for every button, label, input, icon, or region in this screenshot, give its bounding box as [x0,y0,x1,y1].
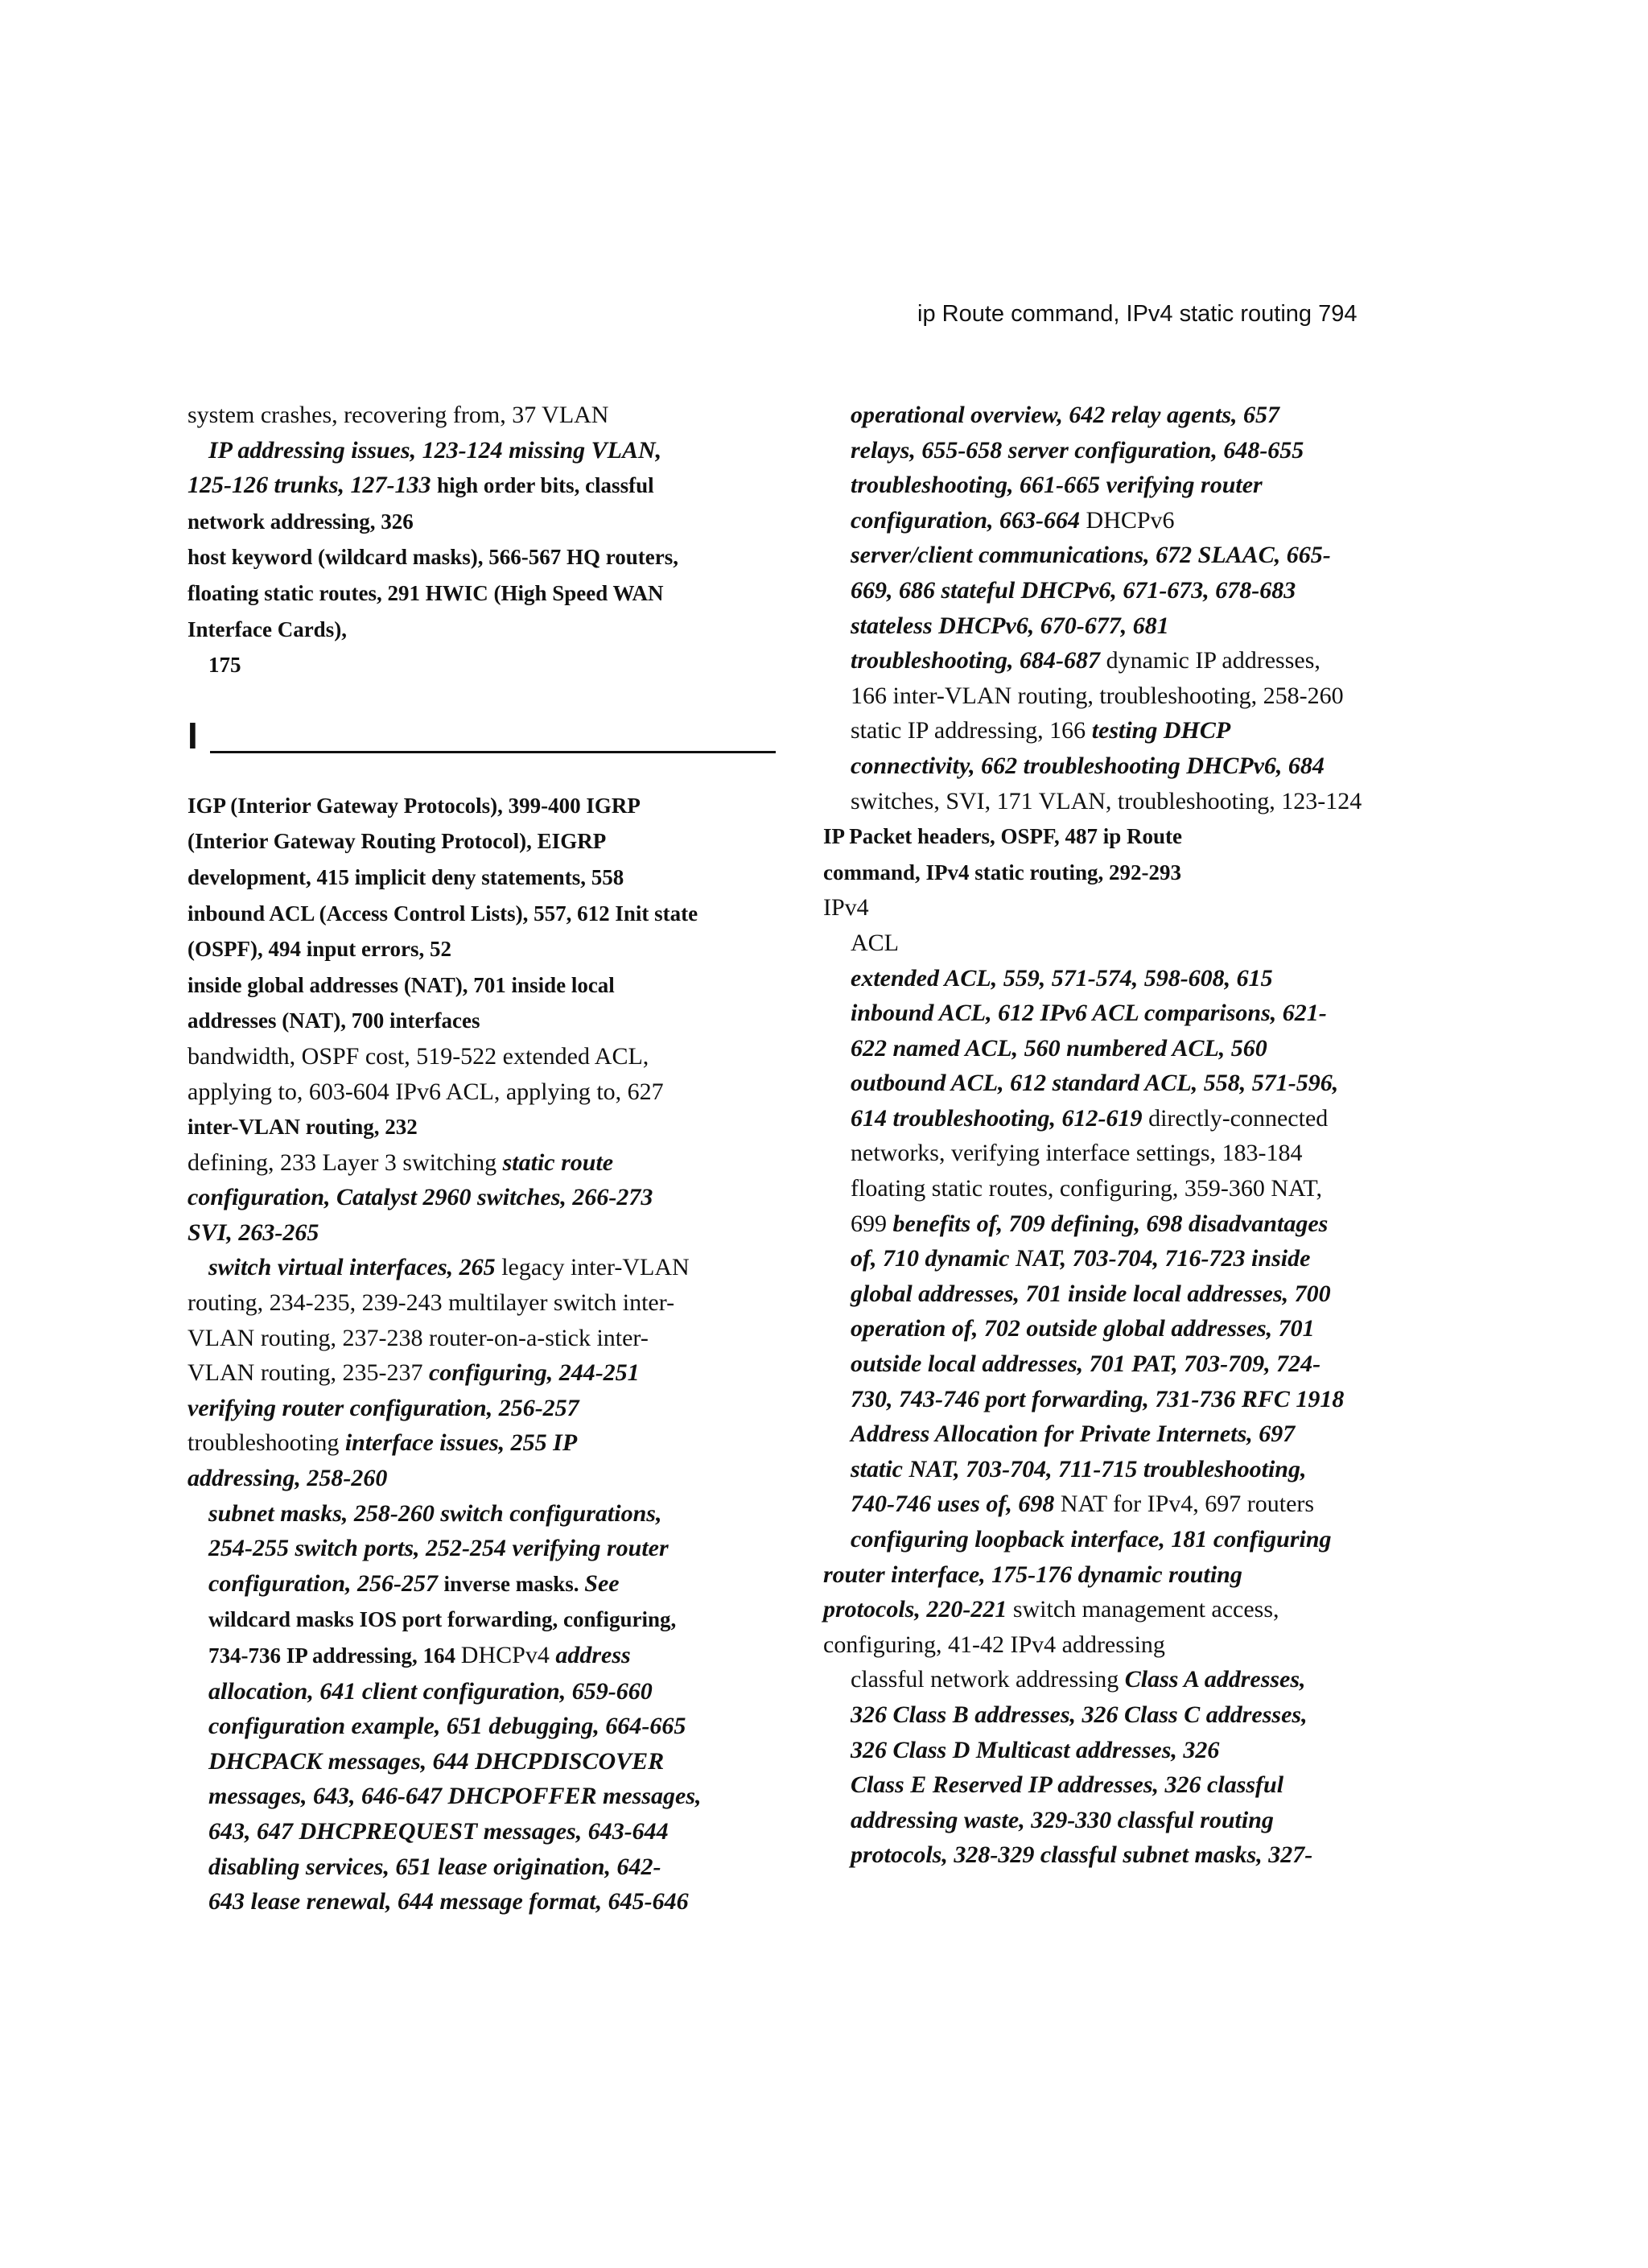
index-line [187,1355,767,1391]
index-line [823,1346,1435,1382]
index-line-text: static NAT, 703-704, 711-715 troubleshooting, [851,1455,1307,1482]
index-line [187,1039,767,1074]
index-line [823,573,1435,608]
index-line-text: configuration, Catalyst 2960 switches, 266-273 [187,1184,653,1211]
index-line [823,890,1435,926]
index-line [823,1592,1435,1627]
index-line [187,1145,767,1181]
index-line [187,1602,767,1638]
index-line [187,1496,767,1532]
index-line-text: 622 named ACL, 560 numbered ACL, 560 [851,1034,1267,1062]
index-line [187,1779,767,1814]
index-line-text: classful network addressing [851,1666,1125,1693]
index-line [823,1171,1435,1206]
index-line [823,784,1435,819]
index-line-text: floating static routes, configuring, 359-360 NAT, [851,1175,1322,1202]
index-line [823,643,1435,678]
index-line-text: troubleshooting [187,1429,345,1457]
index-line [823,926,1435,961]
index-line [823,1837,1435,1873]
index-line-text: configuration example, 651 debugging, 664-665 [208,1713,686,1740]
index-line-text: IGP (Interior Gateway Protocols), 399-400 IGRP [187,793,641,818]
index-line-text: floating static routes, 291 HWIC (High Speed WAN [187,580,664,605]
index-line-text: Class E Reserved IP addresses, 326 classful [851,1771,1284,1799]
index-line [187,468,767,504]
index-line-text: troubleshooting, 684-687 [851,647,1106,674]
index-line [187,1321,767,1356]
index-line-text: 643 lease renewal, 644 message format, 645-646 [208,1888,689,1915]
index-line-text: ACL [851,929,899,956]
index-line-text: switches, SVI, 171 VLAN, troubleshooting, 123-124 [851,787,1362,814]
index-line-text: inverse masks. [443,1571,585,1596]
index-line-text: addresses (NAT), 700 interfaces [187,1008,480,1033]
index-line [823,819,1435,855]
index-line [823,1382,1435,1417]
index-line-text: stateless DHCPv6, 670-677, 681 [851,612,1169,639]
index-line [823,1803,1435,1838]
index-line-text: inbound ACL, 612 IPv6 ACL comparisons, 621- [851,1000,1327,1027]
index-line [823,1487,1435,1522]
index-line-text: 643, 647 DHCPREQUEST messages, 643-644 [208,1817,669,1845]
index-line-text: subnet masks, 258-260 switch configurations, [208,1499,662,1527]
index-line [187,398,767,433]
index-line-text: extended ACL, 559, 571-574, 598-608, 615 [851,964,1273,992]
index-line-text: disabling services, 651 lease origination, 642- [208,1853,661,1880]
index-line-text: See [584,1569,620,1597]
index-line-text: DHCPv6 [1086,506,1175,534]
index-line-text: troubleshooting, 661-665 verifying router [851,472,1263,499]
index-line-text: 730, 743-746 port forwarding, 731-736 RFC 1918 [851,1385,1345,1412]
index-line [823,996,1435,1031]
index-line-text: configuration, 663-664 [851,506,1086,534]
index-line [187,1674,767,1709]
index-line-text: switch management access, [1012,1596,1279,1623]
index-line-text: operational overview, 642 relay agents, 657 [851,402,1279,428]
index-line-text: network addressing, 326 [187,509,414,534]
index-group-right [823,398,1435,1873]
index-line [823,678,1435,714]
index-line-text: DHCPACK messages, 644 DHCPDISCOVER [208,1747,665,1775]
index-column-right [823,398,1435,1873]
index-line-text: 326 Class D Multicast addresses, 326 [851,1736,1220,1763]
index-line [823,1697,1435,1733]
index-line [823,1627,1435,1663]
index-line-text: 669, 686 stateful DHCPv6, 671-673, 678-683 [851,576,1296,604]
index-line-text: addressing, 258-260 [187,1465,388,1492]
index-line-text: static route [502,1148,614,1176]
index-column-left [187,398,767,1920]
index-line-text: configuring, 41-42 IPv4 addressing [823,1631,1165,1658]
index-line [187,1814,767,1849]
index-line [187,860,767,896]
index-line-text: configuring loopback interface, 181 configuring [851,1526,1332,1553]
index-line-text: interface issues, 255 IP [344,1429,578,1457]
index-line-text: inter-VLAN routing, 232 [187,1115,418,1140]
index-line [823,1241,1435,1276]
index-line [187,931,767,967]
index-line-text: NAT for IPv4, 697 routers [1060,1491,1315,1518]
index-line-text: wildcard masks IOS port forwarding, configuring, [208,1607,677,1632]
index-line [823,1452,1435,1487]
index-line [823,503,1435,538]
index-line-text: 740-746 uses of, 698 [851,1491,1061,1518]
index-line [187,1709,767,1744]
index-line [823,1522,1435,1557]
index-line-text: IP addressing issues, 123-124 missing VLAN, [208,436,662,464]
index-line-text: system crashes, recovering from, 37 VLAN [187,402,609,428]
index-line-text: server/client communications, 672 SLAAC, 665- [851,542,1331,569]
index-line [823,1733,1435,1768]
index-line-text: SVI, 263-265 [187,1219,319,1246]
index-line [187,1744,767,1779]
section-rule [210,751,776,753]
index-line [823,538,1435,573]
index-line-text: 699 [851,1210,893,1237]
index-line-text: bandwidth, OSPF cost, 519-522 extended ACL, [187,1042,649,1070]
index-line-text: development, 415 implicit deny statements, 558 [187,864,624,889]
index-line [823,1311,1435,1346]
index-line-text: messages, 643, 646-647 DHCPOFFER messages, [208,1783,702,1810]
index-line [187,788,767,824]
index-line-text: 125-126 trunks, 127-133 [187,472,438,499]
index-line-text: of, 710 dynamic NAT, 703-704, 716-723 inside [851,1245,1311,1272]
index-line-text: IP Packet headers, OSPF, 487 ip Route [823,824,1183,849]
index-line [187,647,767,683]
index-line-text: addressing waste, 329-330 classful routing [851,1806,1274,1833]
index-line [187,504,767,540]
index-line-text: command, IPv4 static routing, 292-293 [823,860,1181,885]
index-line [823,1416,1435,1452]
index-line-text: 326 Class B addresses, 326 Class C addresses, [851,1701,1308,1728]
index-line-text: routing, 234-235, 239-243 multilayer switch inter- [187,1289,675,1317]
index-line [823,398,1435,433]
index-line-text: directly-connected [1148,1104,1329,1132]
index-line-text: 254-255 switch ports, 252-254 verifying router [208,1535,669,1562]
index-line [823,608,1435,644]
index-line-text: 175 [208,653,241,678]
index-line-text: VLAN routing, 237-238 router-on-a-stick inter- [187,1324,649,1351]
index-line [823,1557,1435,1593]
index-line [187,1391,767,1426]
index-line-text: configuration, 256-257 [208,1569,444,1597]
index-line [187,1461,767,1496]
index-line [187,1531,767,1566]
index-line-text: Address Allocation for Private Internets, 697 [851,1421,1296,1448]
index-line-text: Class A addresses, [1124,1666,1306,1693]
index-line [187,1215,767,1251]
index-line-text: (Interior Gateway Routing Protocol), EIGRP [187,829,607,854]
index-line [823,1066,1435,1101]
index-line [187,1074,767,1110]
index-line [823,855,1435,891]
index-line-text: Interface Cards), [187,616,347,641]
section-letter: I [187,714,198,757]
index-line [823,1662,1435,1697]
index-line-text: router interface, 175-176 dynamic routing [823,1561,1242,1588]
index-line-text: VLAN routing, 235-237 [187,1359,429,1387]
index-line-text: static IP addressing, 166 [851,717,1092,744]
index-line-text: verifying router configuration, 256-257 [187,1394,579,1421]
section-heading [187,701,767,788]
index-line-text: legacy inter-VLAN [501,1254,690,1281]
index-line [187,1566,767,1602]
index-line [187,1109,767,1145]
running-head: ip Route command, IPv4 static routing 794 [917,301,1358,327]
index-line-text: host keyword (wildcard masks), 566-567 HQ routers, [187,545,678,570]
index-line [823,961,1435,996]
index-line [187,612,767,648]
index-line-text: switch virtual interfaces, 265 [208,1254,502,1281]
index-line-text: 166 inter-VLAN routing, troubleshooting, 258-260 [851,682,1344,709]
index-line [823,1206,1435,1242]
index-line-text: benefits of, 709 defining, 698 disadvantages [892,1210,1329,1237]
index-line-text: protocols, 328-329 classful subnet masks, 327- [851,1841,1313,1869]
index-line-text: protocols, 220-221 [823,1596,1013,1623]
index-line-text: testing DHCP [1091,717,1231,744]
index-line [187,896,767,932]
index-line [823,713,1435,748]
index-line-text: address [555,1642,631,1668]
index-line [187,575,767,612]
index-line-text: applying to, 603-604 IPv6 ACL, applying to, 627 [187,1078,664,1105]
index-line [187,967,767,1004]
index-line-text: (OSPF), 494 input errors, 52 [187,937,451,962]
index-line [187,1884,767,1920]
index-line-text: operation of, 702 outside global addresses, 701 [851,1315,1315,1342]
index-line [187,539,767,575]
index-line-text: networks, verifying interface settings, 183-184 [851,1140,1303,1167]
index-line-text: 614 troubleshooting, 612-619 [851,1104,1149,1132]
index-line-text: outside local addresses, 701 PAT, 703-709, 724- [851,1350,1321,1378]
index-line-text: inside global addresses (NAT), 701 inside local [187,972,615,997]
index-line [187,1250,767,1285]
index-line [823,1276,1435,1312]
index-line-text: configuring, 244-251 [428,1359,640,1387]
index-line-text: allocation, 641 client configuration, 659-660 [208,1677,653,1705]
index-line-text: high order bits, classful [437,473,654,498]
index-group-left-top [187,398,767,683]
index-line-text: global addresses, 701 inside local addresses, 700 [851,1280,1331,1307]
index-line [187,1425,767,1461]
index-line-text: IPv4 [823,894,869,922]
index-line [823,468,1435,503]
index-line [823,433,1435,468]
index-line [187,1285,767,1321]
index-line-text: 734-736 IP addressing, 164 [208,1643,461,1668]
index-line-text: relays, 655-658 server configuration, 648-655 [851,436,1304,464]
index-line [823,1031,1435,1066]
index-line-text: dynamic IP addresses, [1106,647,1320,674]
index-line [187,823,767,860]
index-line-text: outbound ACL, 612 standard ACL, 558, 571-596, [851,1070,1339,1097]
index-group-left-main [187,788,767,1920]
index-line [187,433,767,468]
index-line [823,1101,1435,1136]
index-line [823,1136,1435,1171]
index-line-text: inbound ACL (Access Control Lists), 557, 612 Init state [187,901,698,926]
index-line [187,1180,767,1215]
index-line-text: DHCPv4 [460,1642,556,1668]
index-line [187,1003,767,1039]
index-line [187,1849,767,1885]
index-line-text: defining, 233 Layer 3 switching [187,1148,503,1176]
index-line [823,748,1435,784]
index-line-text: connectivity, 662 troubleshooting DHCPv6, 684 [851,752,1325,779]
index-line [823,1767,1435,1803]
index-line [187,1638,767,1674]
